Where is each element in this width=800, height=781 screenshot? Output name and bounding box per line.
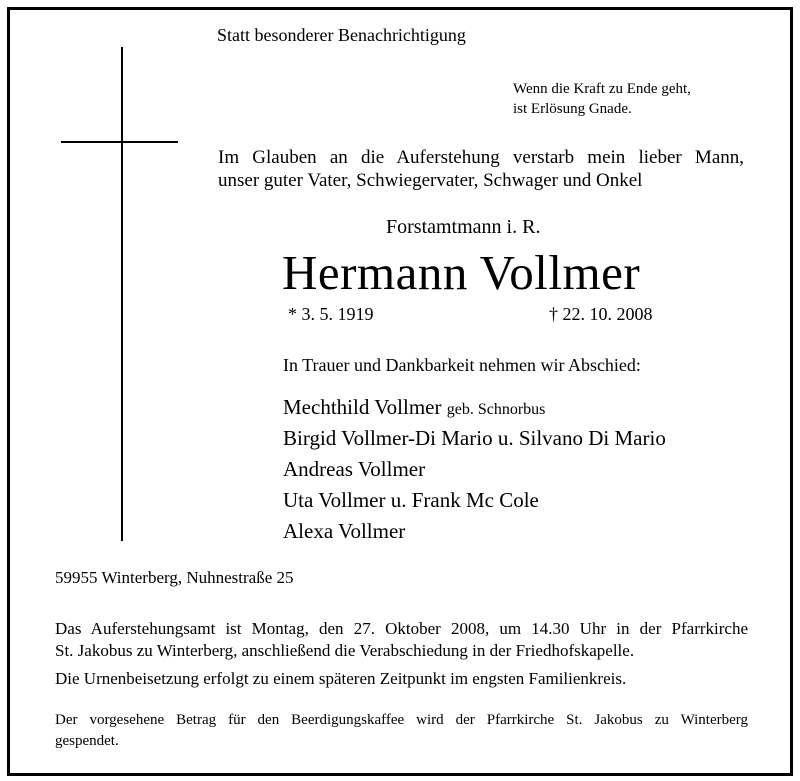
- mourner-name: Mechthild Vollmer: [283, 395, 442, 419]
- cross-icon-beam: [61, 141, 178, 143]
- mourner-4: Uta Vollmer u. Frank Mc Cole: [283, 488, 539, 512]
- donation-line-2: gespendet.: [55, 733, 119, 749]
- deceased-name: Hermann Vollmer: [282, 245, 641, 300]
- header-note: Statt besonderer Benachrichtigung: [217, 25, 466, 45]
- service-line-1: Das Auferstehungsamt ist Montag, den 27. Oktober 2008, um 14.30 Uhr in der Pfarrkirche: [55, 619, 748, 638]
- notice-border: [7, 7, 793, 776]
- intro-line-2: unser guter Vater, Schwiegervater, Schwager und Onkel: [218, 170, 643, 191]
- mourner-1: [283, 397, 545, 418]
- service-line-3: Die Urnenbeisetzung erfolgt zu einem späteren Zeitpunkt im engsten Familienkreis.: [55, 669, 627, 688]
- cross-icon: [121, 47, 123, 541]
- intro-line-1: Im Glauben an die Auferstehung verstarb mein lieber Mann,: [218, 147, 744, 168]
- mourner-3: Andreas Vollmer: [283, 457, 426, 481]
- address: 59955 Winterberg, Nuhnestraße 25: [55, 568, 294, 587]
- mourner-2: Birgid Vollmer-Di Mario u. Silvano Di Mario: [283, 426, 666, 450]
- mourners-intro: In Trauer und Dankbarkeit nehmen wir Abschied:: [283, 355, 641, 375]
- mourner-maiden-name: geb. Schnorbus: [446, 401, 546, 418]
- donation-line-1: Der vorgesehene Betrag für den Beerdigungskaffee wird der Pfarrkirche St. Jakobus zu Winterberg: [55, 712, 748, 728]
- death-date: † 22. 10. 2008: [549, 304, 653, 324]
- deceased-title: Forstamtmann i. R.: [386, 216, 541, 238]
- mourner-5: Alexa Vollmer: [283, 519, 406, 543]
- motto-line-2: ist Erlösung Gnade.: [513, 101, 632, 117]
- motto-line-1: Wenn die Kraft zu Ende geht,: [513, 81, 691, 97]
- birth-date: * 3. 5. 1919: [288, 304, 374, 324]
- service-line-2: St. Jakobus zu Winterberg, anschließend die Verabschiedung in der Friedhofskapelle.: [55, 641, 635, 660]
